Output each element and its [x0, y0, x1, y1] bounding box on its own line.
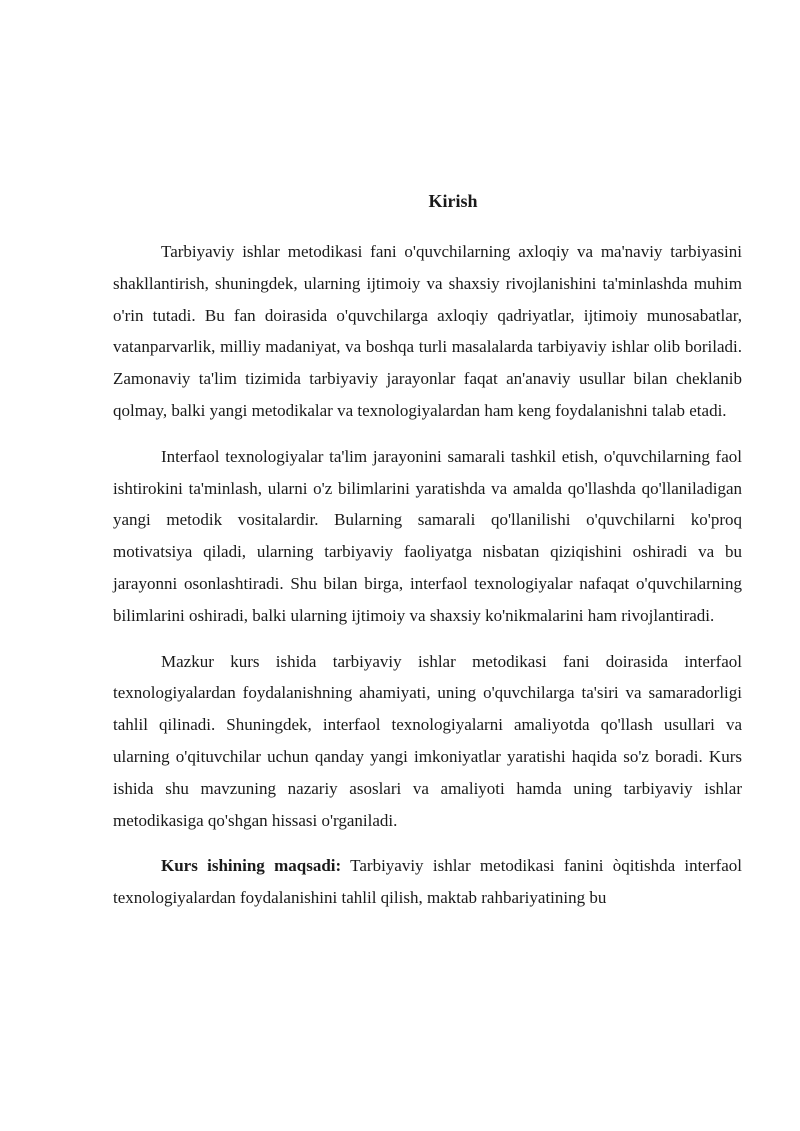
paragraph-course-work-goal	[113, 850, 742, 914]
goal-text: Tarbiyaviy ishlar metodikasi fanini òqitishda interfaol texnologiyalardan foydalanishini tahlil qilish, maktab rahbariyatining bu	[113, 856, 742, 908]
paragraph-course-work-scope: Mazkur kurs ishida tarbiyaviy ishlar metodikasi fani doirasida interfaol texnologiyalardan foydalanishning ahamiyati, uning o'quvchilarga ta'siri va samaradorligi tahlil qilinadi. Shuningdek, interfaol texnologiyalarni amaliyotda qo'llash usullari va ularning o'qituvchilar uchun qanday yangi imkoniyatlar yaratishi haqida so'z boradi. Kurs ishida shu mavzuning nazariy asoslari va amaliyoti hamda uning tarbiyaviy ishlar metodikasiga qo'shgan hissasi o'rganiladi.	[113, 651, 742, 830]
paragraph-intro: Tarbiyaviy ishlar metodikasi fani o'quvchilarning axloqiy va ma'naviy tarbiyasini shakllantirish, shuningdek, ularning ijtimoiy va shaxsiy rivojlanishini ta'minlashda muhim o'rin tutadi. Bu fan doirasida o'quvchilarga axloqiy qadriyatlar, ijtimoiy munosabatlar, vatanparvarlik, milliy madaniyat, va boshqa turli masalalarda tarbiyaviy ishlar olib boriladi. Zamonaviy ta'lim tizimida tarbiyaviy jarayonlar faqat an'anaviy usullar bilan cheklanib qolmay, balki yangi metodikalar va texnologiyalardan ham keng foydalanishni talab etadi.	[113, 242, 742, 420]
goal-lead-label: Kurs ishining maqsadi:	[161, 856, 342, 876]
document-body	[113, 236, 742, 914]
paragraph-interactive-technologies: Interfaol texnologiyalar ta'lim jarayonini samarali tashkil etish, o'quvchilarning faol ishtirokini ta'minlash, ularni o'z bilimlarini yaratishda va amalda qo'llashda qo'llaniladigan yangi metodik vositalardir. Bularning samarali qo'llanilishi o'quvchilarni ko'proq motivatsiya qiladi, ularning tarbiyaviy faoliyatga nisbatan qiziqishini oshiradi va bu jarayonni osonlashtiradi. Shu bilan birga, interfaol texnologiyalar nafaqat o'quvchilarning bilimlarini oshiradi, balki ularning ijtimoiy va shaxsiy ko'nikmalarini ham rivojlantiradi.	[113, 446, 742, 625]
section-heading: Kirish	[428, 191, 478, 211]
